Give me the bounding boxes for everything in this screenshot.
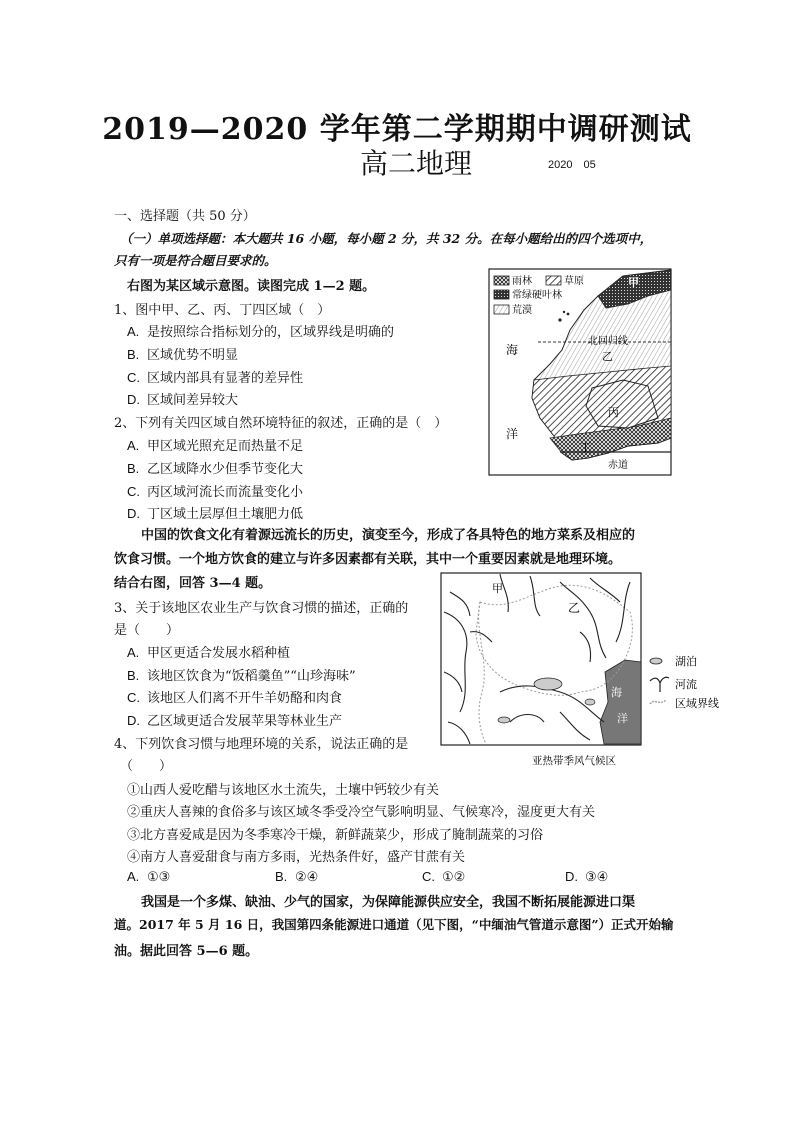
group3-intro-1: 我国是一个多煤、缺油、少气的国家，为保障能源供应安全，我国不断拓展能源进口渠 (141, 895, 636, 910)
group2-intro-1: 中国的饮食文化有着源远流长的历史，演变至今，形成了各具特色的地方菜系及相应的 (141, 528, 636, 543)
q4-option-a: A. ①③ (127, 869, 171, 885)
map1-label-ding: 丁 (580, 441, 591, 454)
section-instruction-1: （一）单项选择题：本大题共 16 小题，每小题 2 分，共 32 分。在每小题给出的四个选项中， (120, 231, 653, 246)
svg-text:雨林: 雨林 (512, 276, 532, 287)
q4-item-4: ④南方人喜爱甜食与南方多雨，光热条件好，盛产甘蔗有关 (127, 850, 466, 865)
map2-label-jia: 甲 (492, 582, 503, 595)
group3-intro-2: 道。2017 年 5 月 16 日，我国第四条能源进口通道（见下图，“中缅油气管道示意图”）正式开始输 (114, 917, 674, 932)
svg-text:常绿硬叶林: 常绿硬叶林 (512, 290, 562, 301)
map1-label-jia: 甲 (628, 276, 639, 289)
q2-option-c: C. 丙区域河流长而流量变化小 (127, 484, 304, 500)
svg-text:草原: 草原 (564, 276, 584, 287)
group2-intro-3: 结合右图，回答 3—4 题。 (114, 576, 272, 591)
q2-option-a: A. 甲区域光照充足而热量不足 (127, 438, 304, 454)
section-heading: 一、选择题（共 50 分） (114, 209, 256, 224)
map1-label-ocean: 洋 (506, 427, 519, 441)
page-title: 2019—2020 学年第二学期期中调研测试 (102, 112, 692, 147)
exam-date: 2020 05 (548, 159, 596, 171)
q3-option-c: C. 该地区人们离不开牛羊奶酪和肉食 (127, 690, 343, 706)
group3-intro-3: 油。据此回答 5—6 题。 (114, 944, 259, 959)
svg-text:区域界线: 区域界线 (675, 697, 719, 710)
map2-label-yi: 乙 (568, 601, 581, 615)
q4-option-b: B. ②④ (275, 869, 319, 885)
group2-intro-2: 饮食习惯。一个地方饮食的建立与许多因素都有关联，其中一个重要因素就是地理环境。 (114, 552, 622, 567)
region-map-1 (488, 268, 672, 476)
region-map-2 (440, 572, 740, 772)
map2-label-sea: 海 (611, 686, 622, 699)
map1-label-sea: 海 (506, 343, 519, 357)
q1-option-c: C. 区域内部具有显著的差异性 (127, 370, 304, 386)
q4-item-3: ③北方喜爱咸是因为冬季寒冷干燥，新鲜蔬菜少，形成了腌制蔬菜的习俗 (127, 828, 544, 843)
map1-label-bing: 丙 (608, 406, 619, 419)
svg-text:荒漠: 荒漠 (512, 305, 532, 316)
map2-legend (650, 654, 719, 710)
q4-option-d: D. ③④ (565, 869, 609, 885)
map1-label-tropic: 北回归线 (588, 336, 628, 347)
q3-stem-1: 3、关于该地区农业生产与饮食习惯的描述，正确的 (114, 601, 409, 616)
q1-option-b: B. 区域优势不明显 (127, 347, 239, 363)
svg-text:湖泊: 湖泊 (675, 655, 697, 668)
q4-item-1: ①山西人爱吃醋与该地区水土流失，土壤中钙较少有关 (127, 783, 440, 798)
page-subtitle: 高二地理 (360, 147, 473, 180)
q1-option-d: D. 区域间差异较大 (127, 392, 239, 408)
q1-option-a: A. 是按照综合指标划分的，区域界线是明确的 (127, 324, 395, 340)
q1-stem: 1、图中甲、乙、丙、丁四区域（ ） (114, 303, 331, 318)
q3-stem-2: 是（ ） (114, 623, 180, 638)
q3-option-a: A. 甲区更适合发展水稻种植 (127, 645, 291, 661)
q2-stem: 2、下列有关四区域自然环境特征的叙述，正确的是（ ） (114, 416, 448, 431)
q3-option-d: D. 乙区域更适合发展苹果等林业生产 (127, 713, 343, 729)
q4-option-c: C. ①② (422, 869, 466, 885)
q2-option-b: B. 乙区域降水少但季节变化大 (127, 461, 304, 477)
q4-stem-2: （ ） (120, 759, 173, 774)
section-instruction-2: 只有一项是符合题目要求的。 (114, 253, 277, 268)
svg-text:河流: 河流 (675, 678, 697, 691)
map1-label-yi: 乙 (602, 350, 613, 363)
q3-option-b: B. 该地区饮食为“饭稻羹鱼”“山珍海味” (127, 668, 356, 684)
map1-label-equator: 赤道 (608, 460, 628, 471)
q4-stem-1: 4、下列饮食习惯与地理环境的关系，说法正确的是 (114, 737, 409, 752)
q2-option-d: D. 丁区域土层厚但土壤肥力低 (127, 506, 304, 522)
map2-label-ocean: 洋 (617, 712, 628, 725)
q4-item-2: ②重庆人喜辣的食俗多与该区域冬季受冷空气影响明显、气候寒冷，湿度更大有关 (127, 805, 596, 820)
map2-caption: 亚热带季风气候区 (532, 755, 616, 767)
group1-intro: 右图为某区域示意图。读图完成 1—2 题。 (127, 279, 376, 294)
